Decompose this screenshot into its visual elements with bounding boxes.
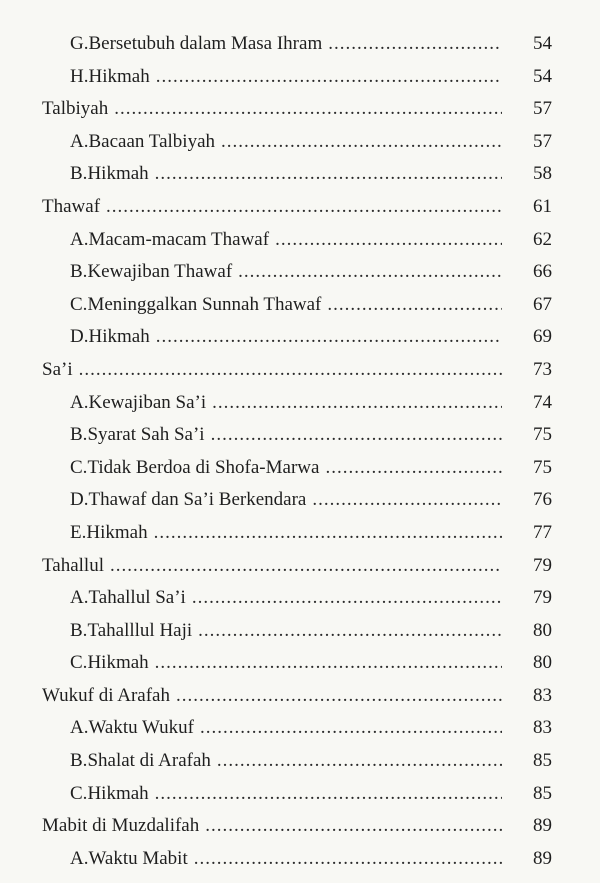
toc-subentry [0,289,600,322]
toc-entry-page-number: 79 [533,587,552,609]
toc-entry-title: Hikmah [87,652,149,674]
toc-subentry [0,419,600,452]
dot-leader [328,28,502,61]
toc-entry-page-number: 73 [533,358,552,380]
toc-subentry [0,158,600,191]
toc-entry-title: Bersetubuh dalam Masa Ihram [88,33,323,54]
toc-subentry [0,452,600,485]
toc-entry-letter: E. [70,521,87,543]
dot-leader [106,191,502,224]
toc-entry-letter: D. [70,326,89,348]
dot-leader [275,224,502,257]
toc-entry-page-number: 74 [533,391,552,413]
toc-entry-page-number: 75 [533,424,552,446]
toc-entry-page-number: 77 [533,521,552,543]
toc-entry-title: Kewajiban Sa’i [88,391,207,413]
toc-subentry [0,387,600,420]
toc-entry-letter: A. [70,130,89,152]
toc-entry-title: Tahalllul Haji [87,619,193,641]
toc-entry-letter: A. [70,228,89,250]
toc-entry-page-number: 80 [533,619,552,641]
toc-entry [0,93,600,126]
toc-entry-page-number: 54 [533,33,552,54]
dot-leader [155,158,502,191]
toc-entry-title: Thawaf [42,195,101,217]
dot-leader [176,680,502,713]
toc-subentry [0,615,600,648]
toc-entry-page-number: 67 [533,293,552,315]
toc-entry-letter: C. [70,652,88,674]
toc-subentry [0,28,600,61]
toc-subentry [0,778,600,811]
toc-entry-title: Thawaf dan Sa’i Berkendara [88,489,307,511]
toc-entry-title: Wukuf di Arafah [42,684,170,706]
toc-entry-letter: B. [70,750,88,772]
toc-entry-page-number: 61 [533,195,552,217]
dot-leader [325,452,502,485]
toc-entry-page-number: 89 [533,815,552,837]
dot-leader [221,126,502,159]
toc-subentry [0,321,600,354]
dot-leader [200,712,502,745]
dot-leader [212,387,502,420]
dot-leader [156,321,502,354]
dot-leader [217,745,502,778]
toc-subentry [0,712,600,745]
toc-entry-title: Hikmah [88,65,150,87]
toc-entry-letter: B. [70,424,88,446]
toc-entry-page-number: 85 [533,782,552,804]
toc-entry-page-number: 85 [533,750,552,772]
toc-entry-title: Tidak Berdoa di Shofa-Marwa [87,456,320,478]
toc-entry-title: Hikmah [87,782,149,804]
toc-entry [0,550,600,583]
toc-entry-title: Kewajiban Thawaf [87,261,233,283]
dot-leader [110,550,502,583]
toc-entry-page-number: 54 [533,65,552,87]
toc-subentry [0,224,600,257]
toc-entry-letter: B. [70,619,88,641]
toc-entry-page-number: 80 [533,652,552,674]
dot-leader [154,517,502,550]
dot-leader [327,289,502,322]
toc-entry-title: Waktu Wukuf [88,717,195,739]
dot-leader [194,843,502,876]
toc-entry-page-number: 62 [533,228,552,250]
toc-subentry [0,647,600,680]
toc-entry-letter: D. [70,489,89,511]
toc-entry [0,810,600,843]
dot-leader [238,256,502,289]
toc-subentry [0,745,600,778]
toc-entry-page-number: 79 [533,554,552,576]
toc-entry-page-number: 89 [533,847,552,869]
dot-leader [211,419,502,452]
toc-entry-letter: A. [70,587,89,609]
toc-entry-title: Shalat di Arafah [87,750,211,772]
toc-subentry [0,61,600,94]
toc-entry-title: Hikmah [86,521,148,543]
toc-entry-title: Talbiyah [42,98,109,120]
toc-subentry [0,256,600,289]
table-of-contents [0,28,600,875]
toc-entry-page-number: 83 [533,717,552,739]
toc-subentry [0,582,600,615]
toc-entry-page-number: 66 [533,261,552,283]
toc-entry-title: Tahallul Sa’i [88,587,186,609]
toc-entry-letter: A. [70,847,89,869]
dot-leader [155,778,502,811]
toc-entry-letter: A. [70,391,89,413]
toc-entry-page-number: 76 [533,489,552,511]
toc-subentry [0,843,600,876]
toc-entry-page-number: 58 [533,163,552,185]
dot-leader [156,61,502,94]
toc-entry-page-number: 83 [533,684,552,706]
dot-leader [155,647,502,680]
toc-entry-letter: C. [70,293,88,315]
toc-entry [0,191,600,224]
toc-entry-title: Hikmah [87,163,149,185]
toc-entry-letter: B. [70,261,88,283]
toc-subentry [0,517,600,550]
toc-entry [0,680,600,713]
toc-entry-letter: C. [70,782,88,804]
toc-entry-page-number: 75 [533,456,552,478]
toc-entry-letter: H. [70,65,89,87]
toc-entry-title: Meninggalkan Sunnah Thawaf [87,293,322,315]
dot-leader [114,93,502,126]
toc-subentry [0,126,600,159]
toc-subentry [0,484,600,517]
toc-entry [0,354,600,387]
toc-entry-letter: A. [70,717,89,739]
toc-entry-page-number: 69 [533,326,552,348]
toc-entry-title: Bacaan Talbiyah [88,130,215,152]
dot-leader [205,810,502,843]
toc-entry-title: Macam-macam Thawaf [88,228,270,250]
toc-entry-letter: B. [70,163,88,185]
toc-entry-page-number: 57 [533,130,552,152]
dot-leader [312,484,502,517]
toc-entry-letter: C. [70,456,88,478]
toc-entry-title: Mabit di Muzdalifah [42,815,200,837]
toc-entry-page-number: 57 [533,98,552,120]
toc-entry-title: Sa’i [42,358,73,380]
toc-entry-title: Waktu Mabit [88,847,188,869]
dot-leader [192,582,502,615]
toc-entry-title: Syarat Sah Sa’i [87,424,205,446]
toc-entry-title: Hikmah [88,326,150,348]
toc-entry-letter: G. [70,33,89,54]
dot-leader [198,615,502,648]
dot-leader [79,354,502,387]
toc-entry-title: Tahallul [42,554,104,576]
